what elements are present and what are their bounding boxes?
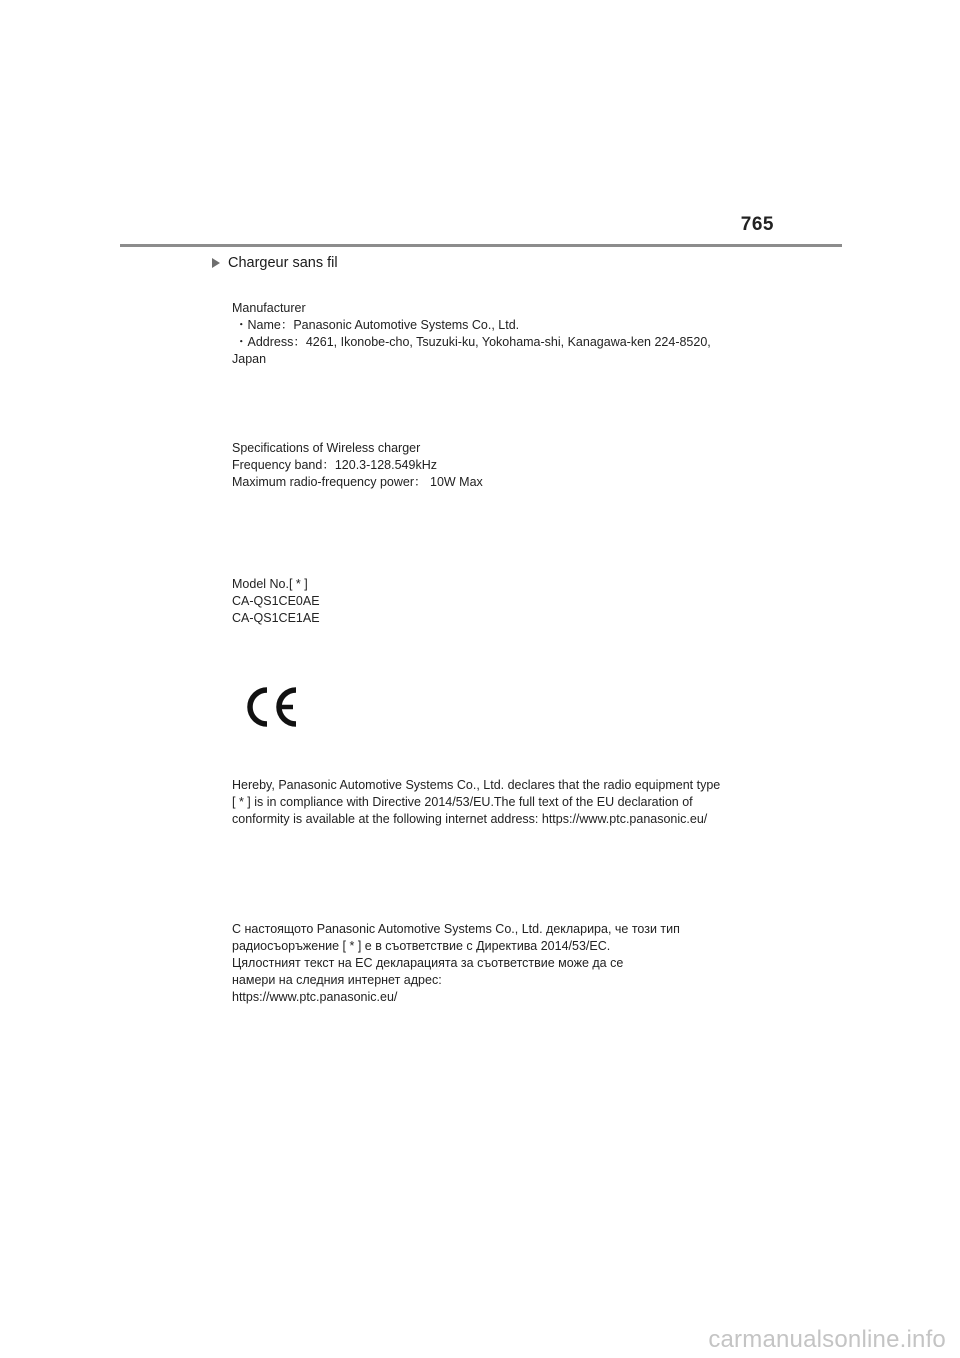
page-number: 765 xyxy=(740,214,774,235)
manufacturer-address-country: Japan xyxy=(232,352,267,366)
section-heading xyxy=(212,255,338,271)
manufacturer-address: ・Address：4261, Ikonobe-cho, Tsuzuki-ku, Yokohama-shi, Kanagawa-ken 224-8520, xyxy=(235,335,711,349)
declaration-bg-line: https://www.ptc.panasonic.eu/ xyxy=(232,990,398,1004)
declaration-bg-block xyxy=(232,921,680,1006)
specs-frequency: Frequency band：120.3-128.549kHz xyxy=(232,458,437,472)
model-number: CA-QS1CE1AE xyxy=(232,611,320,625)
declaration-bg-line: Цялостният текст на ЕС декларацията за съответствие може да се xyxy=(232,956,624,970)
declaration-bg-line: намери на следния интернет адрес: xyxy=(232,973,442,987)
ce-mark-icon xyxy=(240,684,300,730)
declaration-en-line: conformity is available at the following internet address: https://www.ptc.panasonic.eu/ xyxy=(232,812,708,826)
triangle-right-icon xyxy=(212,258,220,268)
declaration-en-line: [ * ] is in compliance with Directive 2014/53/EU.The full text of the EU declaration of xyxy=(232,795,693,809)
section-heading-text: Chargeur sans fil xyxy=(228,255,338,271)
manufacturer-name: ・Name：Panasonic Automotive Systems Co., Ltd. xyxy=(235,318,520,332)
declaration-bg-line: С настоящото Panasonic Automotive Systems Co., Ltd. декларира, че този тип xyxy=(232,922,680,936)
manufacturer-label: Manufacturer xyxy=(232,301,306,315)
specs-title: Specifications of Wireless charger xyxy=(232,441,421,455)
declaration-en-block xyxy=(232,777,720,828)
specs-power: Maximum radio-frequency power： 10W Max xyxy=(232,475,483,489)
declaration-en-line: Hereby, Panasonic Automotive Systems Co., Ltd. declares that the radio equipment type xyxy=(232,778,721,792)
model-number: CA-QS1CE0AE xyxy=(232,594,320,608)
header-rule xyxy=(120,244,842,247)
model-label: Model No.[ * ] xyxy=(232,577,308,591)
model-block xyxy=(232,576,320,627)
specs-block xyxy=(232,440,483,491)
declaration-bg-line: радиосъоръжение [ * ] е в съответствие с Директива 2014/53/ЕС. xyxy=(232,939,611,953)
manufacturer-block xyxy=(232,300,711,368)
watermark: carmanualsonline.info xyxy=(708,1326,946,1353)
